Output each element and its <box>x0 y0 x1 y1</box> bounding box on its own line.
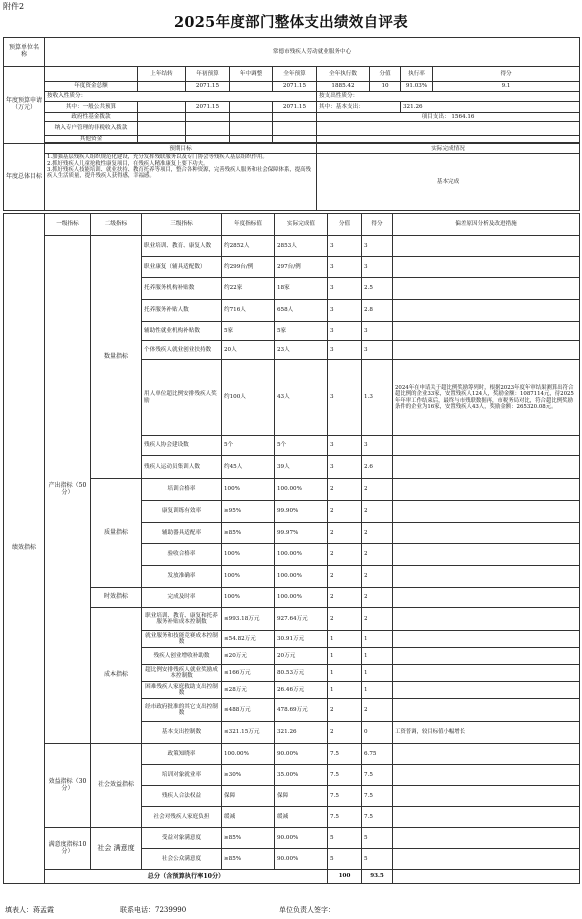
indicator-target: 100% <box>222 588 275 608</box>
quantity-label: 数量指标 <box>91 236 142 479</box>
indicator-actual: 30.91万元 <box>275 631 328 648</box>
unit-value: 常德市残疾人劳动就业服务中心 <box>45 38 580 67</box>
column-header: 二级指标 <box>91 214 142 236</box>
indicator-actual: 658人 <box>275 300 328 322</box>
basic-expense-label: 其中：基本支出： <box>317 102 401 113</box>
by-income-label: 按收入性质分： <box>45 92 317 102</box>
indicator-target: 100.00% <box>222 744 275 765</box>
indicator-note <box>393 501 580 523</box>
indicator-note <box>393 648 580 665</box>
indicator-target: 100% <box>222 544 275 566</box>
indicator-score: 2 <box>328 479 362 501</box>
indicator-target: 约299台/例 <box>222 257 275 278</box>
indicator-name: 困难残疾人家庭救助支出控制数 <box>142 682 222 699</box>
indicator-target: ≥30% <box>222 765 275 786</box>
indicator-score: 3 <box>328 360 362 436</box>
performance-table <box>3 213 580 884</box>
indicator-name: 个体残疾人就业创业扶持数 <box>142 341 222 360</box>
total-note <box>393 870 580 884</box>
indicator-score: 1 <box>328 665 362 682</box>
indicator-got: 1.3 <box>362 360 393 436</box>
indicator-got: 2 <box>362 544 393 566</box>
indicator-note <box>393 682 580 699</box>
indicator-name: 发放准确率 <box>142 566 222 588</box>
indicator-score: 1 <box>328 631 362 648</box>
indicator-note <box>393 608 580 631</box>
indicator-name: 职业培训、教育、康复和托养服务补贴成本控制数 <box>142 608 222 631</box>
page-title: 2025年度部门整体支出绩效自评表 <box>174 14 408 31</box>
actual-header: 实际完成情况 <box>317 144 580 154</box>
indicator-score: 3 <box>328 456 362 479</box>
indicator-note <box>393 588 580 608</box>
indicator-name: 完成及时率 <box>142 588 222 608</box>
col-annual: 全年预算 <box>273 67 317 82</box>
indicator-note <box>393 341 580 360</box>
column-header: 分值 <box>328 214 362 236</box>
indicator-got: 2 <box>362 479 393 501</box>
indicator-target: ≥85% <box>222 849 275 870</box>
indicator-actual: 2853人 <box>275 236 328 257</box>
indicator-got: 2 <box>362 699 393 722</box>
indicator-actual: 23人 <box>275 341 328 360</box>
col-got: 得分 <box>433 67 580 82</box>
indicator-got: 2 <box>362 588 393 608</box>
indicator-score: 7.5 <box>328 744 362 765</box>
column-header: 实际完成值 <box>275 214 328 236</box>
indicator-note <box>393 236 580 257</box>
indicator-target: 20人 <box>222 341 275 360</box>
indicator-actual: 927.64万元 <box>275 608 328 631</box>
table-row <box>4 479 580 501</box>
indicator-score: 5 <box>328 828 362 849</box>
indicator-note <box>393 807 580 828</box>
attachment-label: 附件2 <box>3 2 25 11</box>
table-row <box>4 588 580 608</box>
by-expense-label: 按支出性质分： <box>317 92 580 102</box>
indicator-target: 100% <box>222 479 275 501</box>
col-rate: 执行率 <box>401 67 433 82</box>
indicator-score: 3 <box>328 236 362 257</box>
column-header: 得分 <box>362 214 393 236</box>
indicator-target: 保障 <box>222 786 275 807</box>
indicator-name: 残疾人协会建设数 <box>142 436 222 456</box>
indicator-score: 1 <box>328 648 362 665</box>
indicator-score: 3 <box>328 341 362 360</box>
indicator-actual: 90.00% <box>275 744 328 765</box>
indicator-target: ≤54.82万元 <box>222 631 275 648</box>
indicator-target: ≥85% <box>222 828 275 849</box>
indicator-actual: 20万元 <box>275 648 328 665</box>
indicator-actual: 18家 <box>275 278 328 300</box>
indicator-note <box>393 699 580 722</box>
leader-signature: 单位负责人签字： <box>279 906 335 914</box>
timeliness-label: 时效指标 <box>91 588 142 608</box>
indicator-score: 2 <box>328 501 362 523</box>
budget-table: 预算单位名 称 常德市残疾人劳动就业服务中心 年度预算申请（万元） 上年结转 年初预算 年中调整 全年预算 全年执行数 分值 执行率 得分 年度资金总额 2071.15 2071.15 1885.42 10 91.03% 9.1 按收入性质分： 按支出性质分： 其中：一般公共预算 2071.15 2071.15 其中：基本支出： 321.26 政府性基金拨款 项目支出： 1564.16 纳入专户管理的非税收入拨款 其他资金 年度总体目标 预期目标 实际完成情况 1.加强基层残疾人组织规范化建设，充分发挥残联服务以及专门协会等残疾人基层组织作用。 2.抓好残疾人儿童抢救性康复项目，在残疾人精准康复上要下功夫。 3.抓好残疾人技能培训、就业扶持、教育托养等项目，整合各种资源，完善残疾人服务和社会保障体系，提高残疾人生活质量，提升残疾人获得感，幸福感。 基本完成 <box>3 37 580 211</box>
indicator-note <box>393 828 580 849</box>
indicator-name: 社会对残疾人家庭负担 <box>142 807 222 828</box>
indicator-got: 1 <box>362 665 393 682</box>
indicator-got: 2.8 <box>362 300 393 322</box>
planned-text: 1.加强基层残疾人组织规范化建设，充分发挥残联服务以及专门协会等残疾人基层组织作用。 2.抓好残疾人儿童抢救性康复项目，在残疾人精准康复上要下功夫。 3.抓好残疾人技能培训、就业扶持、教育托养等项目，整合各种资源，完善残疾人服务和社会保障体系，提高残疾人生活质量，提升残疾人获得感，幸福感。 <box>45 154 317 211</box>
indicator-note <box>393 257 580 278</box>
indicator-got: 2 <box>362 501 393 523</box>
indicator-note <box>393 765 580 786</box>
column-header: 偏差原因分析及改进措施 <box>393 214 580 236</box>
indicator-name: 辅助性就业机构补贴数 <box>142 322 222 341</box>
indicator-got: 3 <box>362 436 393 456</box>
indicator-target: 约45人 <box>222 456 275 479</box>
indicator-name: 超比例安排残疾人就业奖励成本控制数 <box>142 665 222 682</box>
section-label: 绩效指标 <box>4 214 45 884</box>
indicator-note <box>393 786 580 807</box>
table-row <box>4 744 580 765</box>
indicator-actual: 478.69万元 <box>275 699 328 722</box>
indicator-score: 2 <box>328 588 362 608</box>
table-row <box>4 236 580 257</box>
indicator-got: 5 <box>362 849 393 870</box>
column-header: 年度指标值 <box>222 214 275 236</box>
indicator-name: 经市政府批准的其它支出控制数 <box>142 699 222 722</box>
indicator-name: 职业康复（辅具适配数） <box>142 257 222 278</box>
indicator-name: 残疾人合法权益 <box>142 786 222 807</box>
indicator-got: 1 <box>362 682 393 699</box>
indicator-note <box>393 300 580 322</box>
indicator-target: ≤28万元 <box>222 682 275 699</box>
column-header: 一级指标 <box>45 214 91 236</box>
col-executed: 全年执行数 <box>317 67 370 82</box>
indicator-got: 5 <box>362 828 393 849</box>
output-label: 产出指标（50分） <box>45 236 91 744</box>
indicator-actual: 297台/例 <box>275 257 328 278</box>
benefit-label: 效益指标（30分） <box>45 744 91 828</box>
indicator-score: 7.5 <box>328 807 362 828</box>
indicator-score: 2 <box>328 699 362 722</box>
total-label: 年度资金总额 <box>45 82 138 92</box>
filler: 填表人：蒋孟霞 <box>5 906 54 914</box>
indicator-target: ≥95% <box>222 501 275 523</box>
table-row <box>4 608 580 631</box>
indicator-name: 辅助器具适配率 <box>142 523 222 544</box>
indicator-score: 2 <box>328 608 362 631</box>
indicator-score: 3 <box>328 257 362 278</box>
indicator-got: 0 <box>362 722 393 744</box>
indicator-score: 2 <box>328 523 362 544</box>
table-row <box>4 828 580 849</box>
actual-text: 基本完成 <box>317 154 580 211</box>
indicator-got: 3 <box>362 341 393 360</box>
special-fund-label: 纳入专户管理的非税收入拨款 <box>45 122 138 136</box>
indicator-target: 缓减 <box>222 807 275 828</box>
quality-label: 质量指标 <box>91 479 142 588</box>
indicator-note <box>393 566 580 588</box>
indicator-got: 2.5 <box>362 278 393 300</box>
indicator-got: 1 <box>362 648 393 665</box>
indicator-note <box>393 456 580 479</box>
indicator-actual: 100.00% <box>275 588 328 608</box>
indicator-got: 2 <box>362 566 393 588</box>
indicator-note <box>393 278 580 300</box>
indicator-score: 3 <box>328 300 362 322</box>
satisfaction-label: 满意度指标10分） <box>45 828 91 870</box>
indicator-got: 3 <box>362 257 393 278</box>
indicator-actual: 5家 <box>275 322 328 341</box>
indicator-actual: 90.00% <box>275 828 328 849</box>
indicator-actual: 99.97% <box>275 523 328 544</box>
indicator-name: 残疾人运动员集训人数 <box>142 456 222 479</box>
total-row <box>4 870 580 884</box>
total-got: 93.5 <box>362 870 393 884</box>
column-header: 三级指标 <box>142 214 222 236</box>
indicator-note <box>393 544 580 566</box>
project-expense: 项目支出： 1564.16 <box>317 113 580 122</box>
indicator-actual: 26.46万元 <box>275 682 328 699</box>
indicator-score: 3 <box>328 278 362 300</box>
indicator-score: 7.5 <box>328 765 362 786</box>
indicator-score: 3 <box>328 322 362 341</box>
indicator-target: 5个 <box>222 436 275 456</box>
indicator-name: 受益对象满意度 <box>142 828 222 849</box>
col-adjust: 年中调整 <box>230 67 273 82</box>
indicator-note <box>393 523 580 544</box>
indicator-name: 社会公众满意度 <box>142 849 222 870</box>
total-label: 总分（含预算执行率10分） <box>45 870 328 884</box>
indicator-note <box>393 436 580 456</box>
indicator-actual: 35.00% <box>275 765 328 786</box>
indicator-target: 约22家 <box>222 278 275 300</box>
col-initial: 年初预算 <box>186 67 230 82</box>
indicator-score: 2 <box>328 566 362 588</box>
indicator-note <box>393 665 580 682</box>
indicator-got: 6.75 <box>362 744 393 765</box>
table-header-row <box>4 214 580 236</box>
indicator-name: 职业培训、教育、康复人数 <box>142 236 222 257</box>
indicator-score: 3 <box>328 436 362 456</box>
indicator-actual: 80.53万元 <box>275 665 328 682</box>
indicator-score: 1 <box>328 682 362 699</box>
indicator-target: 100% <box>222 566 275 588</box>
indicator-name: 托养服务机构补贴数 <box>142 278 222 300</box>
indicator-got: 2 <box>362 608 393 631</box>
indicator-target: ≤321.15万元 <box>222 722 275 744</box>
indicator-name: 政策知晓率 <box>142 744 222 765</box>
indicator-actual: 90.00% <box>275 849 328 870</box>
indicator-name: 就业服务和技能竞赛成本控制数 <box>142 631 222 648</box>
indicator-actual: 100.00% <box>275 544 328 566</box>
indicator-target: ≥85% <box>222 523 275 544</box>
indicator-actual: 39人 <box>275 456 328 479</box>
satisfaction-sub-label: 社会 满意度 <box>91 828 142 870</box>
funds-label: 年度预算申请（万元） <box>4 67 45 144</box>
indicator-name: 用人单位超比例安排残疾人奖励 <box>142 360 222 436</box>
indicator-target: ≤488万元 <box>222 699 275 722</box>
col-carryover: 上年结转 <box>138 67 186 82</box>
indicator-name: 残疾人创业增收补助数 <box>142 648 222 665</box>
indicator-name: 基本支出控制数 <box>142 722 222 744</box>
indicator-got: 2 <box>362 523 393 544</box>
indicator-got: 3 <box>362 322 393 341</box>
indicator-actual: 321.26 <box>275 722 328 744</box>
indicator-actual: 缓减 <box>275 807 328 828</box>
indicator-got: 7.5 <box>362 765 393 786</box>
indicator-actual: 43人 <box>275 360 328 436</box>
gov-fund-label: 政府性基金拨款 <box>45 113 138 122</box>
unit-label: 预算单位名 称 <box>4 38 45 67</box>
planned-header: 预期目标 <box>45 144 317 154</box>
indicator-actual: 保障 <box>275 786 328 807</box>
indicator-name: 培训对象就业率 <box>142 765 222 786</box>
indicator-got: 7.5 <box>362 786 393 807</box>
indicator-note <box>393 849 580 870</box>
indicator-target: 约100人 <box>222 360 275 436</box>
indicator-score: 2 <box>328 722 362 744</box>
indicator-actual: 100.00% <box>275 566 328 588</box>
indicator-target: 约2852人 <box>222 236 275 257</box>
indicator-got: 2.6 <box>362 456 393 479</box>
basic-expense-value: 321.26 <box>401 102 580 113</box>
goals-label: 年度总体目标 <box>4 144 45 211</box>
other-fund-label: 其他资金 <box>45 136 138 143</box>
indicator-actual: 99.90% <box>275 501 328 523</box>
indicator-actual: 5个 <box>275 436 328 456</box>
indicator-got: 7.5 <box>362 807 393 828</box>
indicator-target: ≤166万元 <box>222 665 275 682</box>
indicator-got: 3 <box>362 236 393 257</box>
general-label: 其中：一般公共预算 <box>45 102 138 113</box>
col-score: 分值 <box>370 67 401 82</box>
social-label: 社会效益指标 <box>91 744 142 828</box>
indicator-name: 托养服务补贴人数 <box>142 300 222 322</box>
indicator-name: 验收合格率 <box>142 544 222 566</box>
phone: 联系电话：7239990 <box>120 906 187 914</box>
indicator-score: 7.5 <box>328 786 362 807</box>
indicator-note <box>393 744 580 765</box>
indicator-note: 2024年在申请关于超比例奖励筹列时，根据2023年度年审结果测算出符合超比例的企业33家，安置残疾人124人，奖励金额：1087114元，待2025年年审工作结束后，最终与市残联数据再，市税务局对比，符合超比例奖励条件的企业为16家，安置残疾人43人，奖励金额：265320.08元。 <box>393 360 580 436</box>
indicator-name: 康复训练有效率 <box>142 501 222 523</box>
indicator-got: 1 <box>362 631 393 648</box>
indicator-target: 5家 <box>222 322 275 341</box>
indicator-target: ≤20万元 <box>222 648 275 665</box>
cost-label: 成本指标 <box>91 608 142 744</box>
indicator-score: 5 <box>328 849 362 870</box>
indicator-target: 约716人 <box>222 300 275 322</box>
indicator-note: 工资普调，较目标值小幅增长 <box>393 722 580 744</box>
indicator-note <box>393 631 580 648</box>
indicator-note <box>393 479 580 501</box>
indicator-target: ≤993.18万元 <box>222 608 275 631</box>
indicator-actual: 100.00% <box>275 479 328 501</box>
total-score: 100 <box>328 870 362 884</box>
indicator-score: 2 <box>328 544 362 566</box>
indicator-name: 培训合格率 <box>142 479 222 501</box>
indicator-note <box>393 322 580 341</box>
